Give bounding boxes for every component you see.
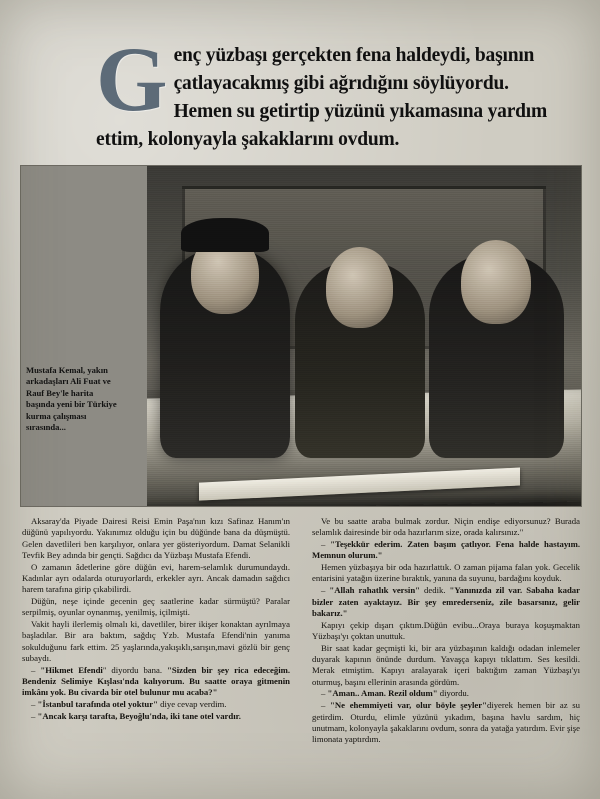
archival-photo bbox=[147, 166, 581, 506]
body-paragraph: – "Ancak karşı tarafta, Beyoğlu'nda, iki tane otel vardır. bbox=[31, 711, 241, 722]
photo-map-sheet bbox=[199, 467, 520, 500]
body-paragraph: – "Ne ehemmiyeti var, olur böyle şeyler"diyerek hemen bir az su getirdim. Oturdu, elimle yüzünü yıkadım, başına havlu sardım, hiç unutmam, kolonyayla şakaklarını ovdum, sonra da yatağa yatırdım. Evir şişe limonata yaptırdım. bbox=[312, 700, 581, 745]
body-paragraph: – "Teşekkür ederim. Zaten başım çatlıyor. Fena halde hastayım. Memnun olurum." bbox=[312, 539, 580, 561]
photo-head-middle bbox=[326, 247, 394, 328]
body-paragraph: Ve bu saatte araba bulmak zordur. Niçin endişe ediyorsunuz? Burada selamlık dairesinde bir oda hazırlarım size, orada kalırsınız." bbox=[312, 516, 580, 538]
page-title: enç yüzbaşı gerçekten fena haldeydi, başının çatlayacakmış gibi ağrıdığını söylüyordu. Hemen su getirtip yüzünü yıkamasına yardım ettim, kolonyayla şakaklarını ovdum. bbox=[96, 45, 548, 150]
photo-hat-left bbox=[181, 218, 270, 252]
body-paragraph: Vakit hayli ilerlemiş olmalı ki, davetliler, birer ikişer konaktan ayrılmaya başladılar. Bir ara baktım, sağdıç Yzb. Mustafa Efendi'nin yanıma sokulduğunu fark ettim. 25 yaşlarında,yakışıklı,sarışın,mavi gözlü bir genç subaydı. bbox=[22, 619, 290, 664]
body-paragraph: – "İstanbul tarafında otel yoktur" diye cevap verdim. bbox=[31, 699, 227, 710]
photo-figure-middle bbox=[295, 261, 425, 458]
body-paragraph: Aksaray'da Piyade Dairesi Reisi Emin Paşa'nın kızı Safinaz Hanım'ın düğünü yapılıyordu. Yakınımız olduğu için bu düğünde bana da düşmüştü. Gelen davetlileri ben karşılıyor, onlara yer gösteriyordum. Damat Selanikli Tevfik Bey adında bir gençti. Sağdıcı da Yüzbaşı Mustafa Efendi. bbox=[22, 516, 290, 560]
body-paragraph: O zamanın âdetlerine göre düğün evi, harem-selamlık durumundaydı. Kadınlar ayrı odalarda oturuyorlardı, erkekler ayrı. Ancak damadın sağdıcı harem tarafına girip çıkabilirdi. bbox=[22, 561, 290, 595]
body-columns bbox=[22, 516, 580, 792]
body-paragraph: – "Allah rahatlık versin" dedik. "Yanınızda zil var. Sabaha kadar bizler zaten ayaktayız. Bir şey emrederseniz, zile basarsınız, gelir bakarız." bbox=[312, 585, 581, 618]
drop-cap: G bbox=[96, 28, 168, 130]
body-column-right bbox=[312, 516, 580, 792]
body-paragraph: Bir saat kadar geçmişti ki, bir ara yüzbaşının kaldığı odadan inlemeler duyarak kapının önünde durdum. Yavaşça kapıyı tıklattım. Ses kesildi. Merak etmiştim. Kapıyı aralayarak içeri baktığım zaman Yüzbaşı'yı oturmuş, başını ellerinin arasında gördüm. bbox=[312, 642, 580, 687]
headline-block bbox=[96, 28, 566, 154]
photo-figure-right bbox=[429, 254, 564, 458]
body-paragraph: Kapıyı çekip dışarı çıktım.Düğün evibu...Oraya buraya koşuşmaktan Yüzbaşı'yı çoktan unuttuk. bbox=[312, 619, 580, 641]
photo-figure-left bbox=[160, 248, 290, 459]
body-paragraph: Düğün, neşe içinde gecenin geç saatlerine kadar sürmüştü? Paralar serpilmiş, oyunlar oynanmış, yenilmiş, içilmişti. bbox=[22, 596, 290, 618]
photo-frame bbox=[20, 165, 582, 507]
body-paragraph: – "Aman.. Aman. Rezil oldum" diyordu. bbox=[321, 688, 469, 699]
body-paragraph: Hemen yüzbaşıya bir oda hazırlattık. O zaman pijama falan yok. Gecelik entarisini yatağın üzerine bıraktık, yanına da suyunu, bardağını koyduk. bbox=[312, 562, 580, 584]
body-column-left bbox=[22, 516, 290, 792]
body-paragraph: – "Hikmet Efendi" diyordu bana. "Sizden bir şey rica edeceğim. Bendeniz Selimiye Kışlası'nda kalıyorum. Bu saatte oraya gitmenin imkânı yok. Bu civarda bir otel bulunur mu acaba?" bbox=[22, 664, 291, 698]
photo-caption: Mustafa Kemal, yakın arkadaşları Ali Fuat ve Rauf Bey'le harita başında yeni bir Türkiye kurma çalışması sırasında... bbox=[26, 365, 117, 433]
photo-head-right bbox=[461, 240, 531, 323]
